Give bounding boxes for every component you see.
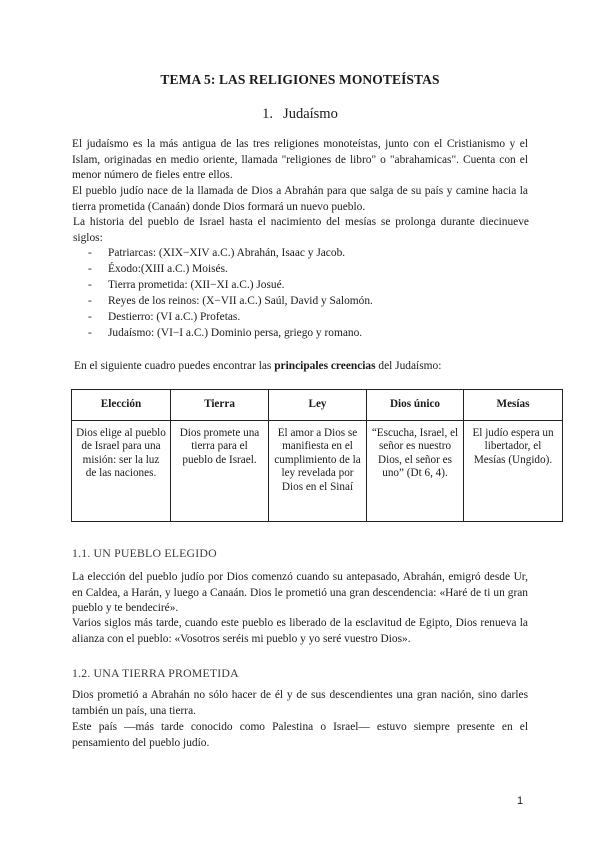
paragraph: Varios siglos más tarde, cuando este pueblo es liberado de la esclavitud de Egipto, Dios renueva la alianza con el pueblo: «Vosotros seréis mi pueblo y yo seré vuestro Dios». — [72, 617, 528, 645]
list-item — [88, 310, 518, 326]
paragraph: La elección del pueblo judío por Dios comenzó cuando su antepasado, Abrahán, emigró desde Ur, en Caldea, a Harán, y luego a Canaán. Dios le prometió una gran descendencia: «Haré de ti un gran pueblo y te bendeciré». — [72, 571, 528, 615]
list-dash: - — [88, 326, 92, 339]
paragraph: Dios prometió a Abrahán no sólo hacer de él y de sus descendientes una gran nación, sino darles también un país, una tierra. — [72, 689, 528, 717]
subsection-number: 1.2. — [72, 666, 91, 680]
table-header-row — [72, 390, 563, 421]
history-list — [88, 246, 518, 341]
list-item — [88, 326, 518, 342]
table-header: Dios único — [367, 390, 464, 421]
list-item-text: Destierro: (VI a.C.) Profetas. — [108, 310, 241, 323]
table-cell: El judío espera un libertador, el Mesías (Ungido). — [464, 421, 563, 522]
list-item-text: Patriarcas: (XIX−XIV a.C.) Abrahán, Isaac y Jacob. — [108, 247, 346, 259]
subsection-title: UNA TIERRA PROMETIDA — [93, 666, 239, 680]
list-item-text: Tierra prometida: (XII−XI a.C.) Josué. — [108, 278, 285, 291]
section-title: Judaísmo — [283, 106, 338, 122]
list-item — [88, 262, 518, 278]
subsection-heading-tierra-prometida — [72, 666, 239, 681]
table-intro-bold: principales creencias — [274, 360, 376, 372]
section-heading-judaismo — [0, 106, 600, 123]
list-item-text: Reyes de los reinos: (X−VII a.C.) Saúl, David y Salomón. — [108, 294, 373, 307]
intro-paragraph: El pueblo judío nace de la llamada de Dios a Abrahán para que salga de su país y camine hacia la tierra prometida (Canaán) donde Dios formará un nuevo pueblo. — [72, 185, 528, 213]
table-header: Mesías — [464, 390, 563, 421]
table-intro-before: En el siguiente cuadro puedes encontrar las — [74, 360, 275, 372]
list-dash: - — [88, 247, 92, 259]
table-header: Tierra — [171, 390, 269, 421]
beliefs-table — [71, 389, 563, 522]
list-item — [88, 278, 518, 294]
table-cell: El amor a Dios se manifiesta en el cumplimiento de la ley revelada por Dios en el Sinaí — [269, 421, 367, 522]
list-item-text: Judaísmo: (VI−I a.C.) Dominio persa, griego y romano. — [108, 326, 363, 339]
page-number: 1 — [517, 795, 524, 807]
table-intro-after: del Judaísmo: — [375, 360, 442, 372]
list-dash: - — [88, 262, 92, 275]
paragraph: Este país —más tarde conocido como Palestina o Israel— estuvo siempre presente en el pensamiento del pueblo judío. — [72, 721, 528, 749]
page-title: TEMA 5: LAS RELIGIONES MONOTEÍSTAS — [160, 72, 440, 87]
subsection-number: 1.1. — [72, 546, 91, 560]
list-item — [88, 246, 518, 262]
subsection-heading-pueblo-elegido — [72, 546, 217, 561]
table-header: Elección — [72, 390, 171, 421]
list-item-text: Éxodo:(XIII a.C.) Moisés. — [108, 262, 228, 275]
subsection-title: UN PUEBLO ELEGIDO — [93, 546, 217, 560]
list-dash: - — [88, 278, 92, 291]
list-dash: - — [88, 294, 92, 307]
list-item — [88, 294, 518, 310]
section-number: 1. — [262, 106, 274, 122]
table-row — [72, 421, 563, 522]
table-cell: “Escucha, Israel, el señor es nuestro Dios, el señor es uno” (Dt 6, 4). — [367, 421, 464, 522]
intro-paragraph: El judaísmo es la más antigua de las tres religiones monoteístas, junto con el Cristianismo y el Islam, originadas en medio oriente, llamada "religiones de libro" o "abrahamicas". Cuenta con el menor número de fieles entre ellos. — [72, 138, 528, 182]
table-cell: Dios elige al pueblo de Israel para una misión: ser la luz de las naciones. — [72, 421, 171, 522]
table-cell: Dios promete una tierra para el pueblo de Israel. — [171, 421, 269, 522]
table-intro — [74, 359, 530, 375]
intro-paragraph: La historia del pueblo de Israel hasta el nacimiento del mesías se prolonga durante diecinueve siglos: — [73, 216, 529, 244]
list-dash: - — [88, 310, 92, 323]
table-header: Ley — [269, 390, 367, 421]
